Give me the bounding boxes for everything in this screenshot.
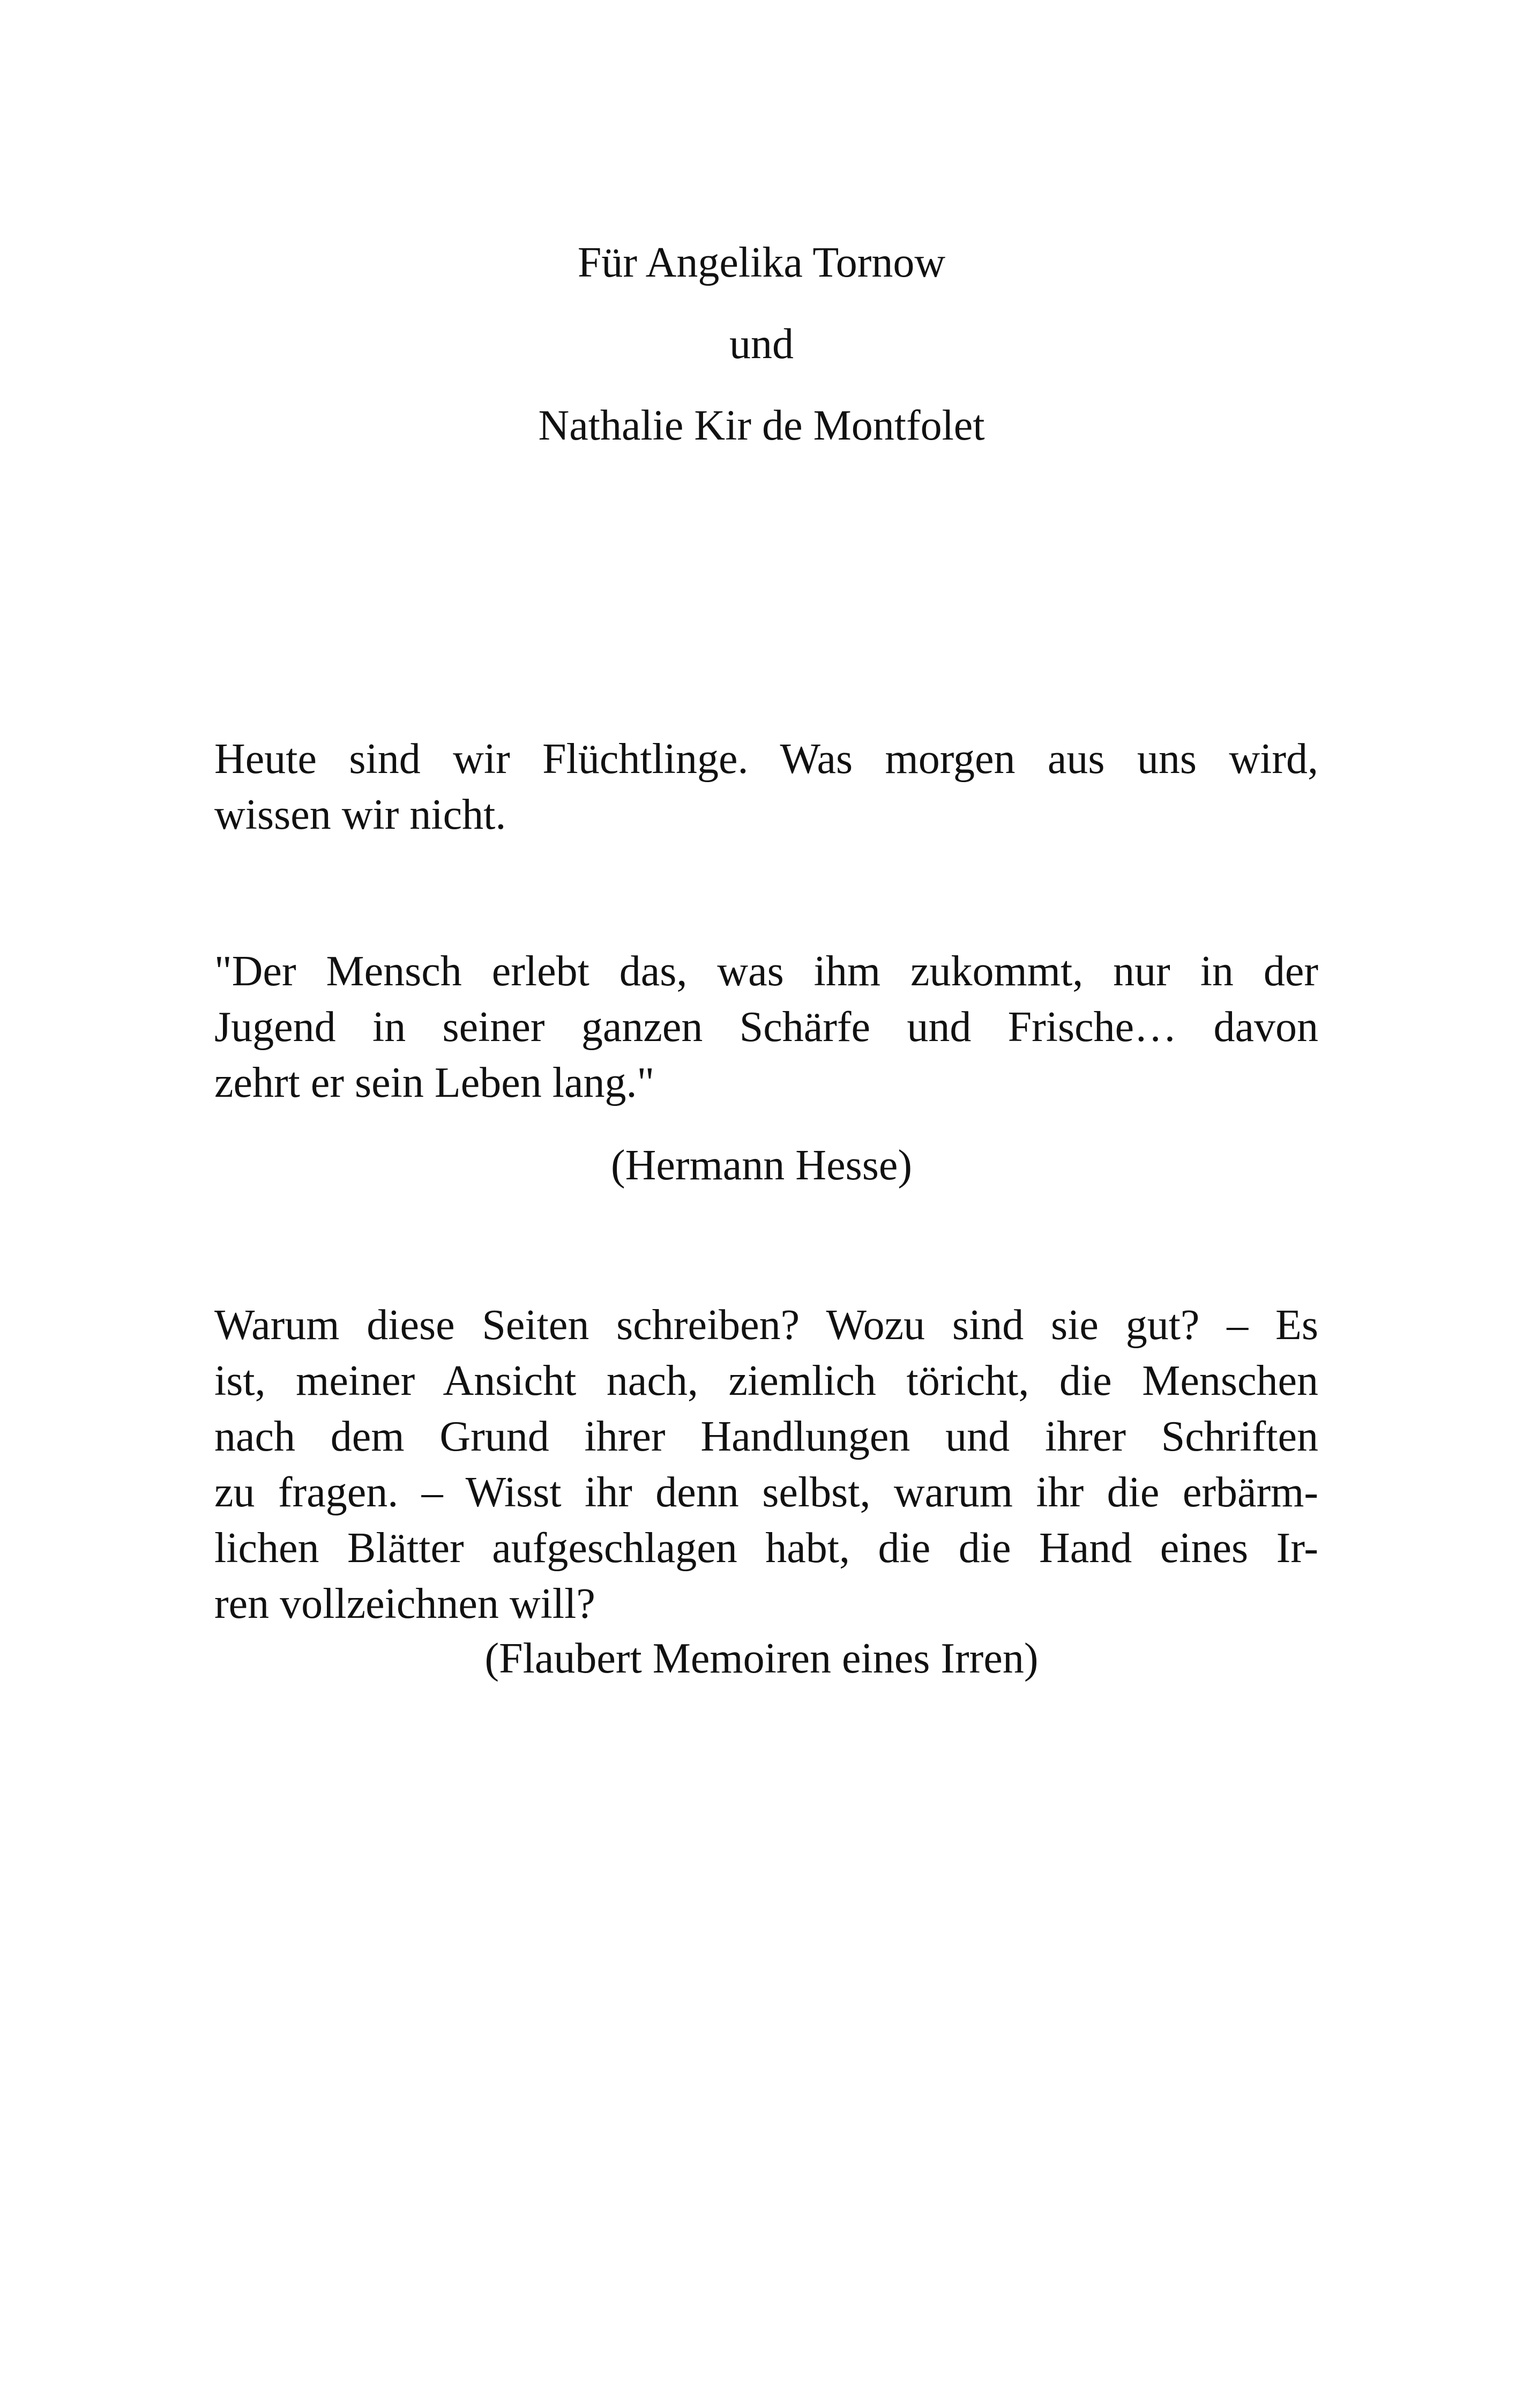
- flaubert-quote-line: Warum diese Seiten schreiben? Wozu sind sie gut? – Es: [214, 1302, 1318, 1349]
- intro-line: Heute sind wir Flüchtlinge. Was morgen aus uns wird,: [214, 735, 1318, 783]
- hesse-quote: [214, 943, 1318, 1111]
- intro-paragraph: [214, 731, 1318, 843]
- hesse-quote-line: zehrt er sein Leben lang.": [214, 1059, 655, 1106]
- flaubert-quote: [214, 1297, 1318, 1632]
- flaubert-quote-line: ist, meiner Ansicht nach, ziemlich töricht, die Menschen: [214, 1357, 1318, 1404]
- flaubert-quote-line: lichen Blätter aufgeschlagen habt, die die Hand eines Ir-: [214, 1525, 1318, 1572]
- flaubert-attribution: (Flaubert Memoiren eines Irren): [484, 1635, 1039, 1682]
- intro-line: wissen wir nicht.: [214, 791, 506, 838]
- hesse-quote-line: Jugend in seiner ganzen Schärfe und Frische… davon: [214, 1004, 1318, 1051]
- hesse-attribution: (Hermann Hesse): [611, 1142, 912, 1189]
- dedication-line-1: Für Angelika Tornow: [577, 239, 946, 286]
- hesse-quote-line: "Der Mensch erlebt das, was ihm zukommt, nur in der: [214, 948, 1318, 995]
- flaubert-quote-line: zu fragen. – Wisst ihr denn selbst, warum ihr die erbärm-: [214, 1469, 1318, 1516]
- flaubert-quote-line: ren vollzeichnen will?: [214, 1580, 595, 1627]
- dedication-line-2: und: [729, 321, 794, 368]
- flaubert-quote-line: nach dem Grund ihrer Handlungen und ihrer Schriften: [214, 1413, 1318, 1460]
- dedication-line-3: Nathalie Kir de Montfolet: [538, 402, 985, 449]
